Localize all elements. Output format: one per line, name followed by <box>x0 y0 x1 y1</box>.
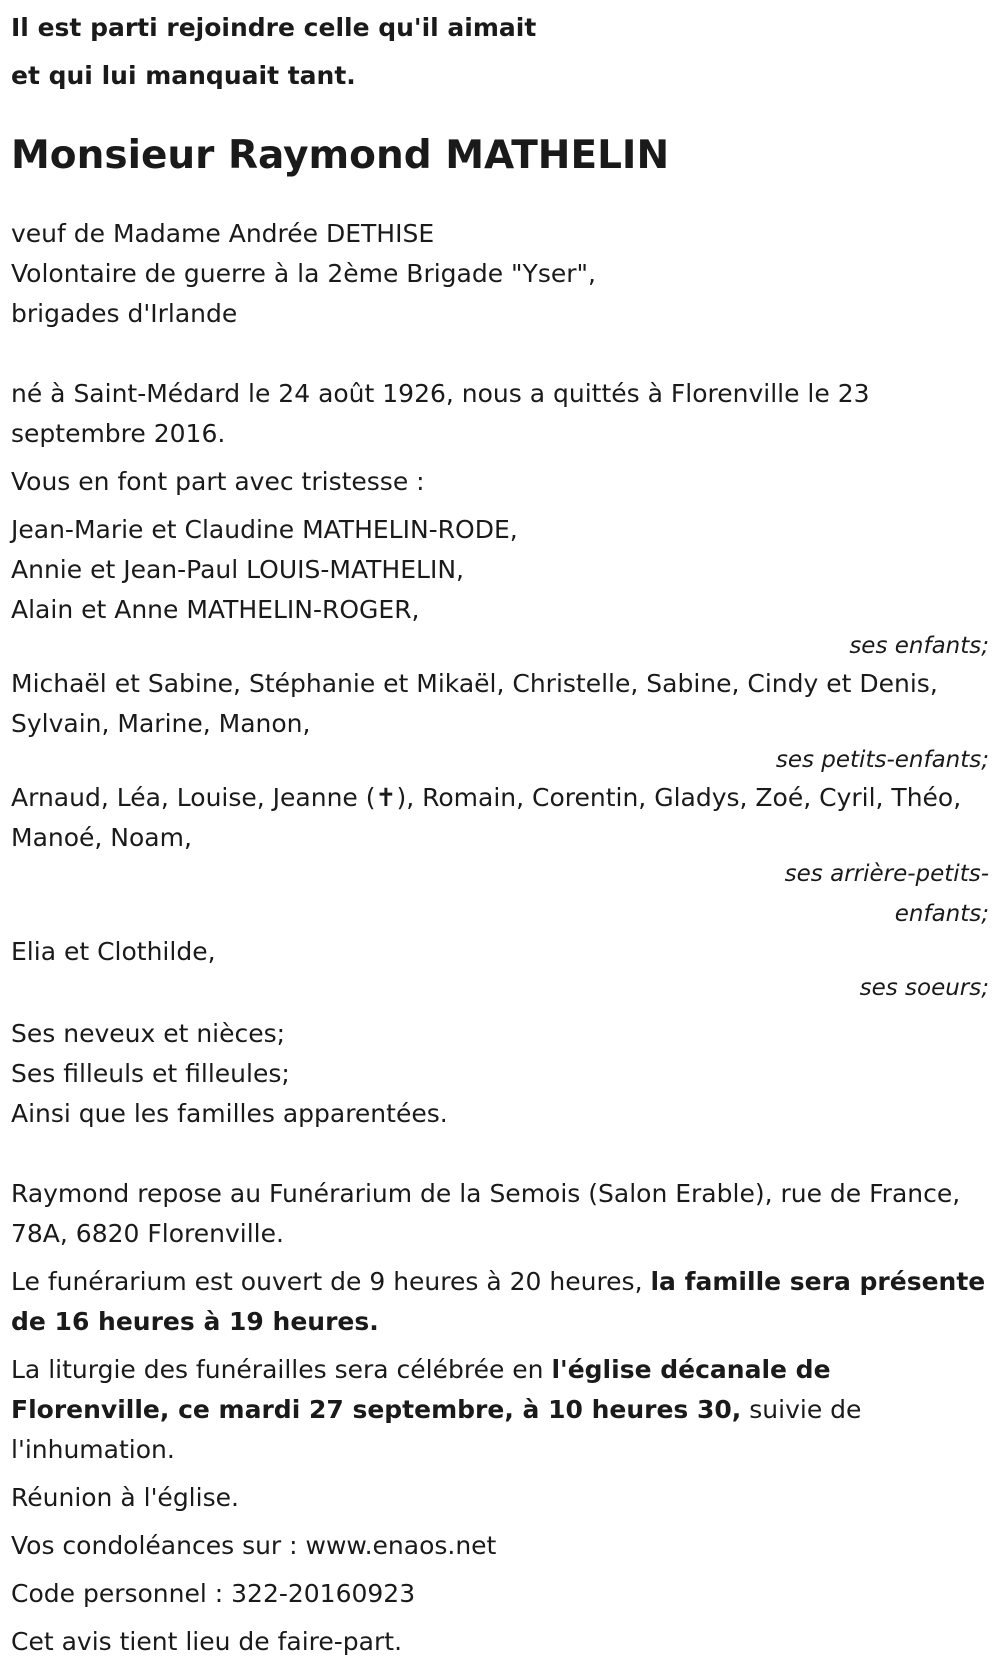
liturgy-info <box>11 1350 989 1470</box>
relation-label-grandchildren: ses petits-enfants; <box>775 747 989 773</box>
other-relatives <box>11 1014 989 1134</box>
intro-text <box>11 4 989 100</box>
rest-location: Raymond repose au Funérarium de la Semois (Salon Erable), rue de France, 78A, 6820 Florenville. <box>11 1179 961 1248</box>
funeral-home-hours <box>11 1262 989 1342</box>
child-line-2: Annie et Jean-Paul LOUIS-MATHELIN, <box>11 555 464 584</box>
condolences-info: Vos condoléances sur : www.enaos.net <box>11 1531 497 1560</box>
biography <box>11 214 989 334</box>
notice-statement: Cet avis tient lieu de faire-part. <box>11 1627 403 1656</box>
intro-line-2: et qui lui manquait tant. <box>11 61 356 90</box>
sisters-group <box>11 932 989 1008</box>
hours-text: Le funérarium est ouvert de 9 heures à 20 heures, <box>11 1267 651 1296</box>
great-grandchildren-names: Arnaud, Léa, Louise, Jeanne (✝), Romain, Corentin, Gladys, Zoé, Cyril, Théo, Manoé, Noam, <box>11 783 962 852</box>
meeting-info: Réunion à l'église. <box>11 1483 239 1512</box>
deceased-name: Monsieur Raymond MATHELIN <box>11 133 670 178</box>
relation-label-great-grandchildren: ses arrière-petits-enfants; <box>784 861 989 927</box>
relation-label-sisters: ses soeurs; <box>859 975 989 1001</box>
children-group <box>11 510 989 666</box>
great-grandchildren-group <box>11 778 989 934</box>
bio-line-1: veuf de Madame Andrée DETHISE <box>11 219 435 248</box>
intro-line-1: Il est parti rejoindre celle qu'il aimait <box>11 13 537 42</box>
liturgy-place-time: l'église décanale de Florenville, ce mardi 27 septembre, à 10 heures 30, <box>11 1355 831 1424</box>
bio-line-2: Volontaire de guerre à la 2ème Brigade "Yser", <box>11 259 596 288</box>
bio-line-3: brigades d'Irlande <box>11 299 238 328</box>
other-line-1: Ses neveux et nièces; <box>11 1019 286 1048</box>
grandchildren-names: Michaël et Sabine, Stéphanie et Mikaël, Christelle, Sabine, Cindy et Denis, Sylvain, Marine, Manon, <box>11 669 938 738</box>
liturgy-after: suivie de l'inhumation. <box>11 1395 862 1464</box>
other-line-3: Ainsi que les familles apparentées. <box>11 1099 448 1128</box>
child-line-1: Jean-Marie et Claudine MATHELIN-RODE, <box>11 515 518 544</box>
grandchildren-group <box>11 664 989 780</box>
birth-death-dates: né à Saint-Médard le 24 août 1926, nous a quittés à Florenville le 23 septembre 2016. <box>11 379 870 448</box>
liturgy-intro: La liturgie des funérailles sera célébrée en <box>11 1355 552 1384</box>
personal-code: Code personnel : 322-20160923 <box>11 1579 416 1608</box>
announcement: Vous en font part avec tristesse : <box>11 467 425 496</box>
child-line-3: Alain et Anne MATHELIN-ROGER, <box>11 595 420 624</box>
relation-label-children: ses enfants; <box>849 633 989 659</box>
other-line-2: Ses filleuls et filleules; <box>11 1059 290 1088</box>
sisters-names: Elia et Clothilde, <box>11 937 216 966</box>
family-presence-text: la famille sera présente de 16 heures à 19 heures. <box>11 1267 986 1336</box>
